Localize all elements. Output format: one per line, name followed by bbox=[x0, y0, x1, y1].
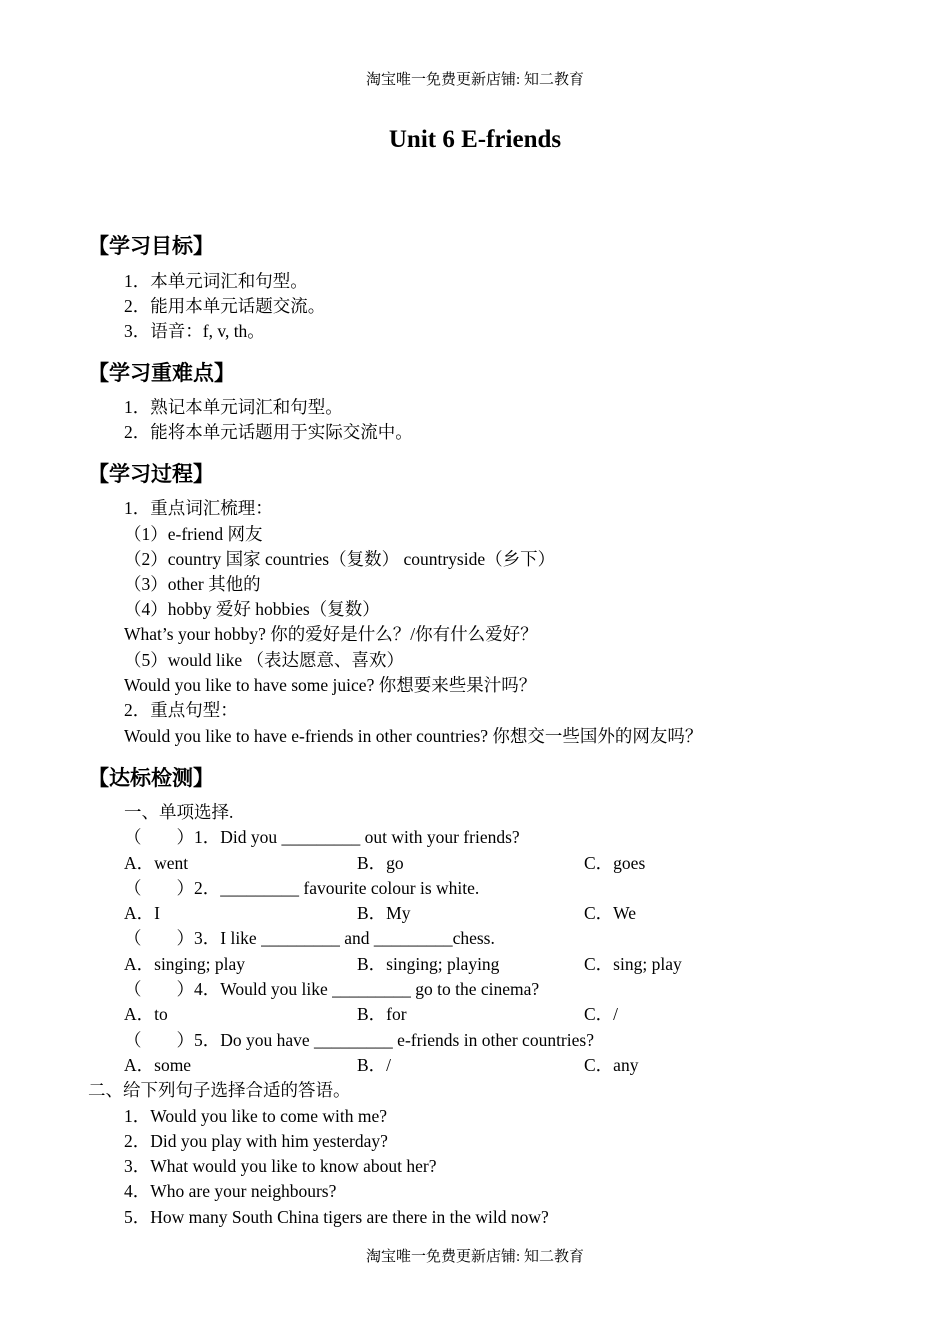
process-line: Would you like to have e-friends in other countries? 你想交一些国外的网友吗？ bbox=[124, 726, 703, 746]
page-header: 淘宝唯一免费更新店铺: 知二教育 bbox=[366, 72, 584, 88]
option-b: B．for bbox=[357, 1004, 407, 1024]
page-title: Unit 6 E-friends bbox=[388, 126, 562, 153]
option-a: A．some bbox=[124, 1055, 192, 1075]
section-heading-test: 【达标检测】 bbox=[88, 766, 214, 790]
part1-title: 一、单项选择. bbox=[124, 802, 234, 822]
goal-item: 2．能用本单元话题交流。 bbox=[124, 296, 326, 316]
question-stem: （ ）4．Would you like _________ go to the cinema? bbox=[124, 979, 540, 999]
process-line: （5）would like （表达愿意、喜欢） bbox=[124, 650, 404, 670]
process-line: 2．重点句型： bbox=[124, 700, 238, 720]
goal-item: 3．语音：f, v, th。 bbox=[124, 321, 265, 341]
option-b: B．singing; playing bbox=[357, 954, 500, 974]
question-stem: （ ）3．I like _________ and _________chess. bbox=[124, 928, 495, 948]
part2-item: 4．Who are your neighbours? bbox=[124, 1181, 337, 1201]
process-line: Would you like to have some juice? 你想要来些果汁吗？ bbox=[124, 675, 537, 695]
question-stem: （ ）5．Do you have _________ e-friends in other countries? bbox=[124, 1030, 594, 1050]
option-b: B．go bbox=[357, 853, 404, 873]
process-line: （4）hobby 爱好 hobbies（复数） bbox=[124, 599, 380, 619]
option-b: B．My bbox=[357, 903, 411, 923]
page-footer: 淘宝唯一免费更新店铺: 知二教育 bbox=[366, 1249, 584, 1265]
option-c: C．any bbox=[584, 1055, 639, 1075]
option-c: C．sing; play bbox=[584, 954, 682, 974]
section-heading-goals: 【学习目标】 bbox=[88, 234, 214, 258]
keypoint-item: 2．能将本单元话题用于实际交流中。 bbox=[124, 422, 413, 442]
option-a: A．I bbox=[124, 903, 160, 923]
section-heading-process: 【学习过程】 bbox=[88, 462, 214, 486]
process-line: （1）e-friend 网友 bbox=[124, 524, 263, 544]
part2-title: 二、给下列句子选择合适的答语。 bbox=[88, 1080, 351, 1100]
option-c: C．We bbox=[584, 903, 637, 923]
part2-item: 2．Did you play with him yesterday? bbox=[124, 1131, 388, 1151]
goal-item: 1．本单元词汇和句型。 bbox=[124, 271, 308, 291]
process-line: What’s your hobby? 你的爱好是什么？/你有什么爱好？ bbox=[124, 624, 538, 644]
part2-item: 3．What would you like to know about her? bbox=[124, 1156, 437, 1176]
process-line: （3）other 其他的 bbox=[124, 574, 261, 594]
option-a: A．singing; play bbox=[124, 954, 246, 974]
keypoint-item: 1．熟记本单元词汇和句型。 bbox=[124, 397, 343, 417]
option-c: C．/ bbox=[584, 1004, 619, 1024]
process-line: （2）country 国家 countries（复数） countryside（乡下） bbox=[124, 549, 556, 569]
option-a: A．went bbox=[124, 853, 189, 873]
question-stem: （ ）1．Did you _________ out with your friends? bbox=[124, 827, 520, 847]
part2-item: 1．Would you like to come with me? bbox=[124, 1106, 387, 1126]
part2-item: 5．How many South China tigers are there in the wild now? bbox=[124, 1207, 549, 1227]
option-b: B．/ bbox=[357, 1055, 392, 1075]
process-line: 1．重点词汇梳理： bbox=[124, 498, 273, 518]
option-c: C．goes bbox=[584, 853, 646, 873]
option-a: A．to bbox=[124, 1004, 168, 1024]
section-heading-keypoints: 【学习重难点】 bbox=[88, 361, 235, 385]
question-stem: （ ）2．_________ favourite colour is white. bbox=[124, 878, 480, 898]
